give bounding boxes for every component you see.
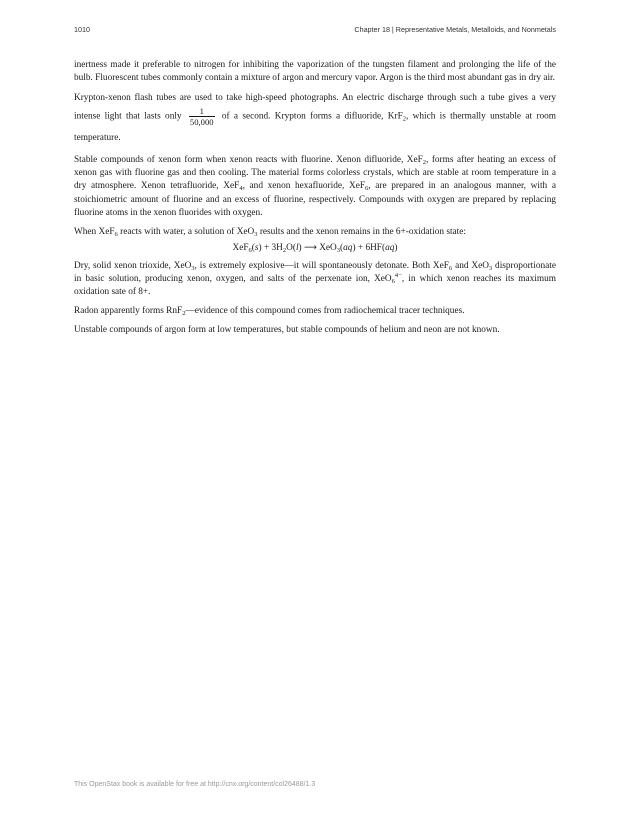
superscript: 4− (394, 271, 402, 279)
text: —evidence of this compound comes from radiochemical tracer techniques. (185, 305, 465, 316)
eq-text: ) (394, 242, 398, 253)
text: , forms after heating an excess of xenon gas with fluorine gas and then cooling. The material forms colorless crystals, which are stable at room temperature in a dry atmosphere. Xenon tetrafluoride, XeF (74, 155, 556, 192)
subscript: 6 (114, 230, 118, 238)
paragraph-xenon-fluorides (74, 154, 556, 220)
eq-text: O( (286, 242, 296, 253)
eq-text: + 3H (261, 242, 283, 253)
text: results and the xenon remains in the 6+-oxidation state: (257, 226, 466, 237)
paragraph-xef6-water (74, 226, 556, 239)
text: Krypton-xenon flash tubes are used to take high-speed photographs. An electric discharge through such a tube gives a very intense light that lasts only (74, 92, 556, 122)
eq-state: l (295, 242, 299, 253)
text: disproportionate in basic solution, producing xenon, oxygen, and salts of the perxenate ion, XeO (74, 260, 556, 284)
subscript: 2 (402, 115, 406, 123)
page-number: 1010 (74, 25, 90, 34)
page-body (74, 59, 556, 342)
fraction-numerator: 1 (199, 105, 204, 116)
text: , in which xenon reaches its maximum oxidation sate of 8+. (74, 273, 557, 298)
text: , are prepared in an analogous manner, with a stoichiometric amount of fluorine and an excess of fluorine, respectively. Compounds with oxygen are prepared by replacing fluorine atoms in the xenon fluorides with oxygen. (74, 181, 556, 218)
subscript: 2 (182, 309, 186, 317)
eq-text: + 6HF( (355, 242, 386, 253)
subscript: 2 (422, 159, 427, 167)
eq-text: XeO (319, 242, 337, 253)
subscript: 3 (488, 264, 493, 272)
text: of a second. Krypton forms a difluoride, KrF (221, 111, 403, 122)
eq-state: s (254, 242, 259, 253)
subscript: 6 (391, 277, 395, 285)
text: at room temperature. (74, 111, 557, 143)
paragraph-xenon-trioxide (74, 260, 556, 300)
page-footer: This OpenStax book is available for free at http://cnx.org/content/col26488/1.3 (74, 781, 316, 788)
paragraph-argon: inertness made it preferable to nitrogen for inhibiting the vaporization of the tungsten filament and prolonging the life of the bulb. Fluorescent tubes commonly contain a mixture of argon and mercury vapor. Argon is the third most abundant gas in dry air. (74, 60, 556, 84)
text: , and xenon hexafluoride, XeF (242, 181, 366, 192)
fraction (189, 106, 215, 127)
text: Stable compounds of xenon form when xenon reacts with fluorine. Xenon difluoride, XeF (74, 155, 423, 166)
chapter-title: Chapter 18 | Representative Metals, Metalloids, and Nonmetals (354, 25, 556, 34)
subscript: 6 (448, 264, 453, 272)
eq-text: ) (298, 242, 302, 253)
reaction-arrow-icon: ⟶ (303, 242, 317, 253)
text: Dry, solid xenon trioxide, XeO (74, 260, 192, 271)
eq-subscript: 2 (282, 246, 287, 254)
text: , is extremely explosive—it will spontaneously detonate. Both XeF (194, 260, 449, 271)
fraction-denominator: 50,000 (189, 116, 214, 127)
subscript: 6 (365, 185, 369, 193)
eq-state: aq (385, 242, 395, 253)
paragraph-krypton (74, 91, 556, 149)
paragraph-radon (74, 305, 556, 318)
chemical-equation: $XeF_6(s) + 3H_2O(l)$ ⟶ XeO$_3$(aq) + 6HF(aq) (232, 242, 398, 254)
text: When XeF (74, 226, 115, 237)
eq-subscript: 6 (248, 246, 252, 254)
subscript: 3 (254, 230, 258, 238)
eq-text: XeF (232, 242, 249, 253)
subscript: 4 (239, 185, 243, 193)
eq-subscript: 3 (336, 246, 341, 254)
paragraph-argon-helium-neon: Unstable compounds of argon form at low temperatures, but stable compounds of helium and neon are not known. (74, 324, 500, 335)
text: , which is thermally unstable (406, 111, 522, 122)
text: and XeO (452, 260, 489, 271)
subscript: 3 (191, 264, 195, 272)
eq-state: aq (343, 242, 353, 253)
text: reacts with water, a solution of XeO (117, 226, 255, 237)
text: Radon apparently forms RnF (74, 305, 183, 316)
